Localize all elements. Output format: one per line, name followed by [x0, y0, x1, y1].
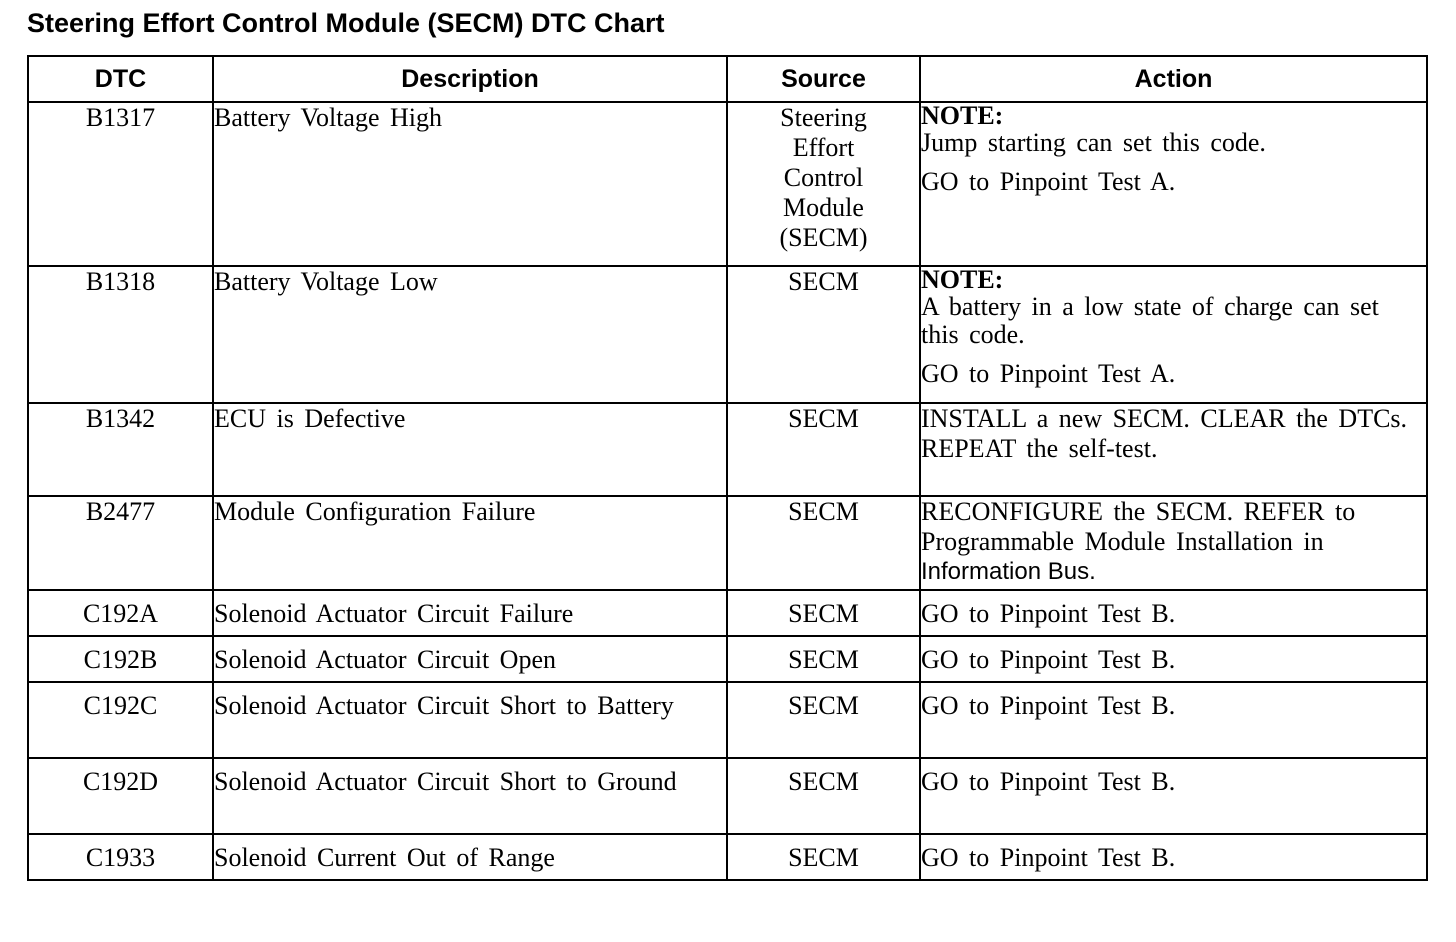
dtc-table [27, 55, 1428, 881]
dtc-source: SECM [727, 636, 920, 682]
action-text: RECONFIGURE the SECM. REFER to Programmable Module Installation in [921, 497, 1356, 556]
table-row [28, 682, 1427, 758]
dtc-code: C192B [28, 636, 213, 682]
note-text: A battery in a low state of charge can set this code. [921, 292, 1379, 349]
table-row [28, 102, 1427, 266]
dtc-description: Solenoid Current Out of Range [213, 834, 727, 880]
column-header-description: Description [213, 56, 727, 102]
table-header-row [28, 56, 1427, 102]
dtc-description: Module Configuration Failure [213, 496, 727, 590]
dtc-source: SECM [727, 834, 920, 880]
dtc-description: Solenoid Actuator Circuit Short to Battery [213, 682, 727, 758]
dtc-code: B1317 [28, 102, 213, 266]
dtc-description: Solenoid Actuator Circuit Open [213, 636, 727, 682]
dtc-action: GO to Pinpoint Test B. [920, 682, 1427, 758]
dtc-code: C1933 [28, 834, 213, 880]
chart-title: Steering Effort Control Module (SECM) DTC Chart [27, 8, 665, 38]
dtc-description: Battery Voltage High [213, 102, 727, 266]
dtc-action: GO to Pinpoint Test B. [920, 758, 1427, 834]
dtc-source: SECM [727, 590, 920, 636]
dtc-source: SECM [727, 266, 920, 403]
dtc-action: GO to Pinpoint Test B. [920, 636, 1427, 682]
dtc-code: B1318 [28, 266, 213, 403]
table-row [28, 636, 1427, 682]
dtc-description: Solenoid Actuator Circuit Failure [213, 590, 727, 636]
dtc-action: GO to Pinpoint Test B. [920, 590, 1427, 636]
column-header-action: Action [920, 56, 1427, 102]
dtc-action: INSTALL a new SECM. CLEAR the DTCs. REPEAT the self-test. [920, 403, 1427, 496]
table-row [28, 266, 1427, 403]
column-header-dtc: DTC [28, 56, 213, 102]
dtc-source [727, 102, 920, 266]
note-label: NOTE: [921, 265, 1004, 294]
table-row [28, 403, 1427, 496]
dtc-action [920, 496, 1427, 590]
action-reference: Information Bus. [921, 558, 1096, 585]
table-row [28, 758, 1427, 834]
note-text: Jump starting can set this code. [921, 128, 1266, 157]
dtc-source: SECM [727, 758, 920, 834]
action-text: GO to Pinpoint Test A. [921, 167, 1176, 196]
table-row [28, 496, 1427, 590]
dtc-code: B2477 [28, 496, 213, 590]
dtc-code: C192C [28, 682, 213, 758]
dtc-source: SECM [727, 403, 920, 496]
dtc-code: C192D [28, 758, 213, 834]
dtc-action [920, 266, 1427, 403]
dtc-source-text: Steering Effort Control Module (SECM) [779, 103, 868, 252]
dtc-action: GO to Pinpoint Test B. [920, 834, 1427, 880]
dtc-source: SECM [727, 682, 920, 758]
table-row [28, 590, 1427, 636]
dtc-description: ECU is Defective [213, 403, 727, 496]
dtc-source: SECM [727, 496, 920, 590]
dtc-code: C192A [28, 590, 213, 636]
dtc-action [920, 102, 1427, 266]
column-header-source: Source [727, 56, 920, 102]
dtc-description: Battery Voltage Low [213, 266, 727, 403]
table-row [28, 834, 1427, 880]
note-label: NOTE: [921, 101, 1004, 130]
dtc-description: Solenoid Actuator Circuit Short to Ground [213, 758, 727, 834]
dtc-code: B1342 [28, 403, 213, 496]
action-text: GO to Pinpoint Test A. [921, 359, 1176, 388]
